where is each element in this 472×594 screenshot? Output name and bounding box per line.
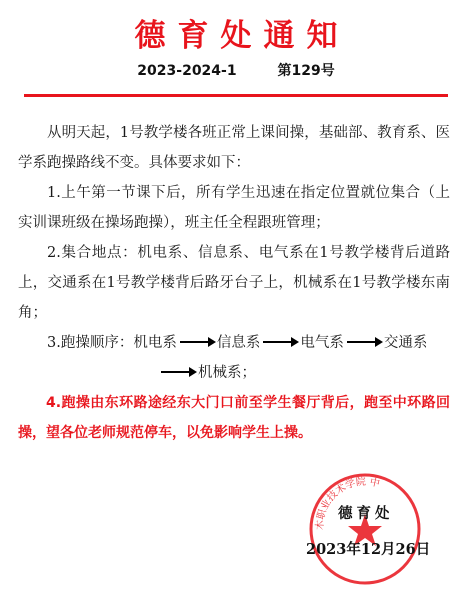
issue-number: 第129号: [277, 63, 335, 79]
item-3-continued: [18, 358, 450, 388]
sequence-step: 机械系；: [198, 365, 256, 381]
svg-text:木职业技术学院 中: 木职业技术学院 中: [314, 476, 381, 531]
official-seal-icon: [306, 470, 424, 588]
arrow-icon: [347, 341, 381, 343]
item-2: 2.集合地点：机电系、信息系、电气系在1号教学楼背后道路上，交通系在1号教学楼背后路牙台子上，机械系在1号教学楼东南角；: [18, 245, 450, 321]
sequence-step: 信息系: [216, 335, 261, 351]
arrow-icon: [180, 341, 214, 343]
notice-body: [18, 118, 450, 448]
arrow-icon: [263, 341, 297, 343]
sequence-step: 机电系: [133, 335, 177, 351]
sequence-step: 电气系: [300, 335, 344, 351]
arrow-icon: [161, 371, 195, 373]
notice-title: 德育处通知: [134, 18, 350, 54]
intro-paragraph: 从明天起，1号教学楼各班正常上课间操，基础部、教育系、医学系跑操路线不变。具体要求如下：: [18, 125, 450, 171]
document-number: [0, 60, 472, 80]
year-number: 2023-2024-1: [137, 63, 237, 79]
item-3: [18, 328, 450, 358]
red-divider: [24, 94, 448, 97]
item-4: 4.跑操由东环路途经东大门口前至学生餐厅背后，跑至中环路回操，望各位老师规范停车，以免影响学生上操。: [18, 395, 450, 441]
item-3-prefix: 3.跑操顺序：: [47, 335, 134, 351]
notice-date: 2023年12月26日: [306, 541, 431, 558]
signer: 德育处: [338, 505, 394, 522]
sequence-step: 交通系: [383, 335, 428, 351]
item-1: 1.上午第一节课下后，所有学生迅速在指定位置就位集合（上实训课班级在操场跑操），班主任全程跟班管理；: [18, 185, 450, 231]
